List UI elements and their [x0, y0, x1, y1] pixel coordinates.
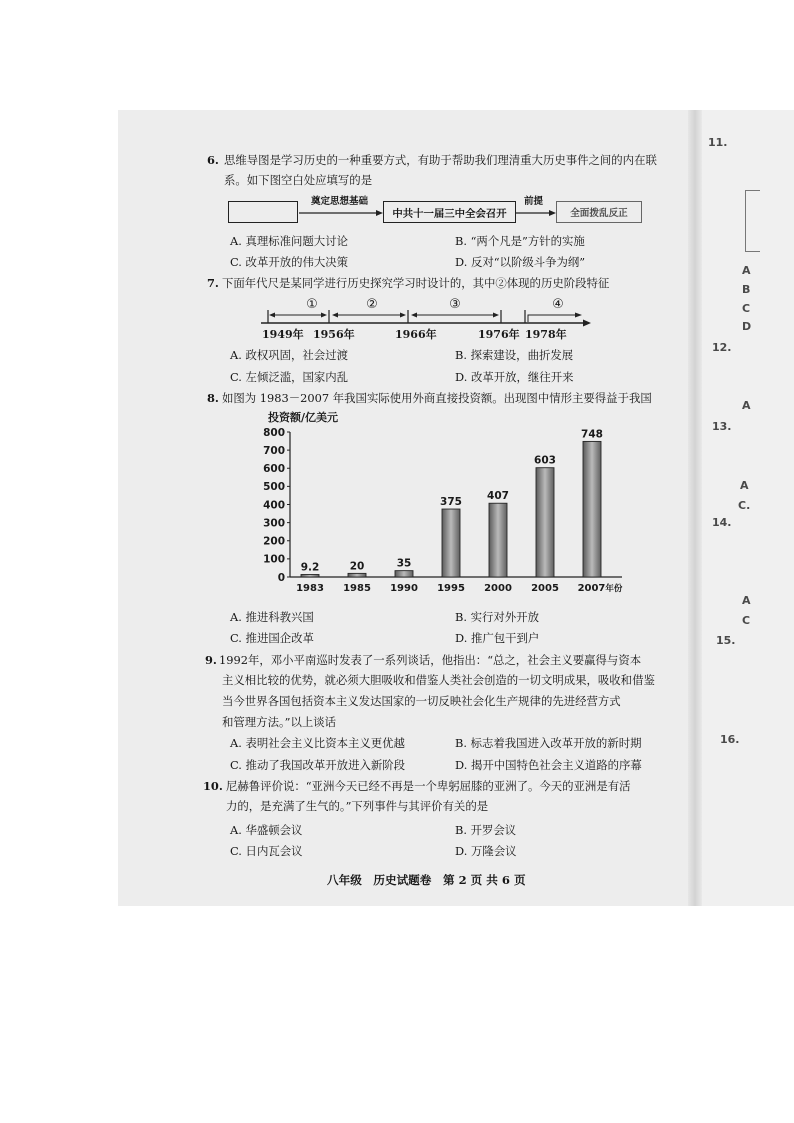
- option-d: D. 揭开中国特色社会主义道路的序幕: [455, 758, 642, 772]
- bar-1985: [348, 573, 366, 577]
- timeline-year-1966: 1966年: [395, 328, 437, 341]
- diagram-box-set-right: 全面拨乱反正: [556, 201, 642, 223]
- diagram-box-third-plenum: 中共十一届三中全会召开: [383, 201, 516, 223]
- page-fold-shadow: [688, 110, 702, 906]
- option-c: C. 推动了我国改革开放进入新阶段: [230, 758, 406, 772]
- timeline-year-1956: 1956年: [313, 328, 355, 341]
- fdi-bar-chart: [260, 408, 640, 602]
- y-tick-label: 0: [277, 571, 285, 584]
- blank-answer-box: [228, 201, 298, 223]
- option-a: A. 政权巩固，社会过渡: [230, 348, 348, 362]
- option-a: A. 表明社会主义比资本主义更优越: [230, 736, 405, 750]
- timeline-segment-4-label: ④: [552, 297, 564, 312]
- question-stem-line: 力的，是充满了生气的。”下列事件与其评价有关的是: [226, 799, 489, 813]
- bar-1990: [395, 571, 413, 577]
- y-tick-label: 300: [263, 517, 285, 530]
- option-c: C. 推进国企改革: [230, 631, 314, 645]
- question-number: 9.: [205, 653, 217, 667]
- timeline-arrow-2: [332, 313, 406, 318]
- next-question-number: 14.: [712, 516, 732, 529]
- question-stem-line: 下面年代尺是某同学进行历史探究学习时设计的，其中②体现的历史阶段特征: [222, 276, 610, 290]
- x-tick-year: 2007: [577, 583, 606, 594]
- data-label-1990: 35: [396, 557, 412, 570]
- y-axis-label: 投资额/亿美元: [268, 411, 339, 424]
- timeline-axis: [261, 320, 591, 327]
- timeline-ruler: [255, 293, 595, 341]
- option-b: B. 探索建设，曲折发展: [455, 348, 574, 362]
- next-question-number: 12.: [712, 341, 732, 354]
- y-tick-label: 600: [263, 463, 285, 476]
- option-d: D. 万隆会议: [455, 844, 517, 858]
- option-a: A. 华盛顿会议: [230, 823, 303, 837]
- question-number: 10.: [203, 779, 223, 793]
- y-tick-label: 700: [263, 444, 285, 457]
- timeline-segment-1-label: ①: [306, 297, 318, 312]
- timeline-year-1978: 1978年: [525, 328, 567, 341]
- question-stem-line: 当今世界各国包括资本主义发达国家的一切反映社会化生产规律的先进经营方式: [222, 694, 621, 708]
- option-d: D. 反对“以阶级斗争为纲”: [455, 255, 586, 269]
- x-axis-label: 年份: [605, 584, 623, 594]
- timeline-segment-2-label: ②: [366, 297, 378, 312]
- x-tick-label-1990: 1990: [390, 583, 418, 594]
- next-option-letter: C: [742, 302, 751, 315]
- next-option-letter: B: [742, 283, 751, 296]
- option-a: A. 推进科教兴国: [230, 610, 314, 624]
- option-b: B. “两个凡是”方针的实施: [455, 234, 585, 248]
- option-c: C. 日内瓦会议: [230, 844, 303, 858]
- timeline-arrow-3: [411, 313, 499, 318]
- next-question-number: 15.: [716, 634, 736, 647]
- next-question-number: 11.: [708, 136, 728, 149]
- next-option-letter: D: [742, 320, 752, 333]
- data-label-2000: 407: [487, 490, 509, 503]
- y-tick-label: 500: [263, 481, 285, 494]
- timeline-arrow-1: [269, 313, 327, 318]
- question-stem-line: 主义相比较的优势，就必须大胆吸收和借鉴人类社会创造的一切文明成果，吸收和借鉴: [222, 673, 655, 687]
- option-d: D. 推广包干到户: [455, 631, 540, 645]
- data-label-2007: 748: [581, 428, 603, 441]
- x-tick-label-2007: [578, 583, 623, 594]
- bar-2005: [536, 468, 554, 577]
- next-option-letter: C: [742, 614, 751, 627]
- next-question-number: 13.: [712, 420, 732, 433]
- option-b: B. 实行对外开放: [455, 610, 539, 624]
- x-tick-label-1985: 1985: [343, 583, 371, 594]
- x-tick-label-2005: 2005: [531, 583, 559, 594]
- data-label-1983: 9.2: [300, 561, 320, 574]
- bar-2007: [583, 441, 601, 577]
- next-option-letter: A: [742, 594, 751, 607]
- question-stem-line: 系。如下图空白处应填写的是: [224, 173, 373, 187]
- timeline-segment-3-label: ③: [449, 297, 461, 312]
- next-option-letter: A: [742, 264, 751, 277]
- data-label-1985: 20: [349, 560, 365, 573]
- option-c: C. 左倾泛滥，国家内乱: [230, 370, 349, 384]
- arrow-label-premise: 前提: [524, 196, 544, 207]
- y-tick-label: 100: [263, 553, 285, 566]
- option-a: A. 真理标准问题大讨论: [230, 234, 348, 248]
- question-number: 6.: [207, 153, 219, 167]
- question-number: 8.: [207, 391, 219, 405]
- question-stem-line: 1992年，邓小平南巡时发表了一系列谈话，他指出：“总之，社会主义要赢得与资本: [219, 653, 642, 667]
- next-option-letter: A: [740, 479, 749, 492]
- diagram-arrow-2: [515, 207, 557, 219]
- timeline-arrow-4: [528, 313, 582, 323]
- question-stem-line: 如图为 1983－2007 年我国实际使用外商直接投资额。出现图中情形主要得益于我国: [222, 391, 652, 405]
- data-label-1995: 375: [440, 496, 462, 509]
- timeline-year-1976: 1976年: [478, 328, 520, 341]
- question-stem-line: 和管理方法。”以上谈话: [222, 715, 337, 729]
- bar-2000: [489, 503, 507, 577]
- arrow-label-foundation: 奠定思想基础: [311, 196, 369, 207]
- question-stem-line: 思维导图是学习历史的一种重要方式，有助于帮助我们理清重大历史事件之间的内在联: [224, 153, 657, 167]
- next-page-box-edge: [745, 190, 760, 252]
- timeline-year-1949: 1949年: [262, 328, 304, 341]
- next-question-number: 16.: [720, 733, 740, 746]
- question-stem-line: 尼赫鲁评价说：“亚洲今天已经不再是一个卑躬屈膝的亚洲了。今天的亚洲是有活: [226, 779, 631, 793]
- next-option-letter: C.: [738, 499, 751, 512]
- option-c: C. 改革开放的伟大决策: [230, 255, 349, 269]
- x-tick-label-2000: 2000: [484, 583, 512, 594]
- x-tick-label-1983: 1983: [296, 583, 324, 594]
- option-d: D. 改革开放，继往开来: [455, 370, 574, 384]
- bar-1995: [442, 509, 460, 577]
- option-b: B. 开罗会议: [455, 823, 517, 837]
- next-option-letter: A: [742, 399, 751, 412]
- bar-1983: [301, 575, 319, 578]
- option-b: B. 标志着我国进入改革开放的新时期: [455, 736, 642, 750]
- y-tick-label: 400: [263, 499, 285, 512]
- page-footer: 八年级 历史试题卷 第 2 页 共 6 页: [327, 873, 526, 887]
- diagram-arrow-1: [298, 207, 384, 219]
- y-tick-label: 200: [263, 535, 285, 548]
- x-tick-label-1995: 1995: [437, 583, 465, 594]
- question-number: 7.: [207, 276, 219, 290]
- y-tick-label: 800: [263, 426, 285, 439]
- data-label-2005: 603: [534, 454, 556, 467]
